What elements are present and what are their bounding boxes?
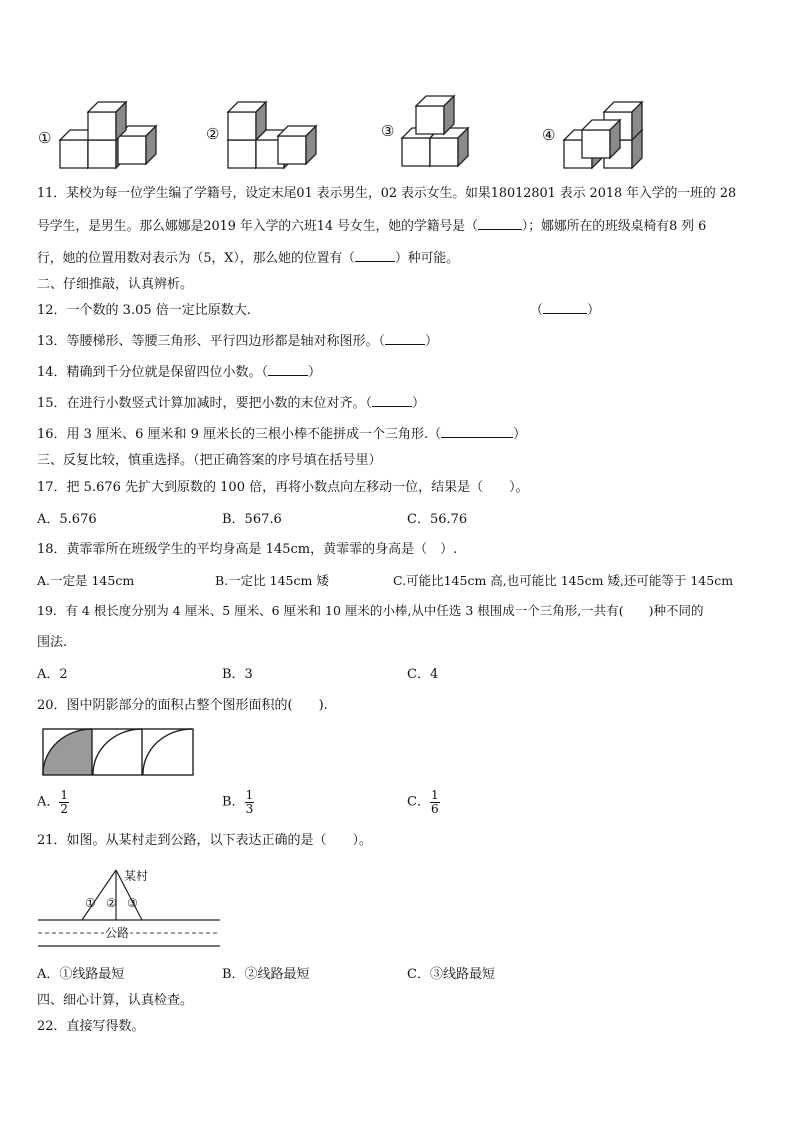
q15-answer-blank[interactable]: [372, 406, 412, 407]
q16-answer-blank[interactable]: [441, 437, 513, 438]
q11-line2-a: 号学生，是男生。那么娜娜是2019 年入学的六班14 号女生，她的学籍号是（: [37, 219, 478, 234]
q19-option-b[interactable]: B．3: [222, 667, 253, 682]
q21-route-3-label: ③: [127, 896, 138, 910]
q21-text: 21．如图。从某村走到公路，以下表达正确的是（ ）。: [37, 833, 373, 848]
q17-option-c[interactable]: C．56.76: [407, 512, 468, 527]
q11-line2: [37, 219, 706, 235]
q12-answer: （ ）: [530, 303, 601, 318]
q12-text: 12．一个数的 3.05 倍一定比原数大.: [37, 303, 251, 318]
q21-road-label: 公路: [105, 926, 130, 940]
q11-line1: 11．某校为每一位学生编了学籍号，设定末尾01 表示男生，02 表示女生。如果18012801 表示 2018 年入学的一班的 28: [37, 186, 737, 201]
q11-answer-blank-1[interactable]: [478, 229, 522, 230]
q20-option-b[interactable]: B． $\frac{1}{3}$: [222, 788, 254, 816]
q18-option-a[interactable]: A.一定是 145cm: [37, 573, 135, 588]
q19-option-a[interactable]: A．2: [37, 667, 68, 682]
section-4-heading: 四、细心计算，认真检查。: [37, 993, 194, 1008]
q20-figure-svg: [42, 728, 194, 776]
q11-line2-b: ）；娜娜所在的班级桌椅有8 列 6: [521, 219, 707, 234]
q15: 15．在进行小数竖式计算加减时，要把小数的末位对齐。（ ）: [37, 396, 426, 411]
cube-label-1: ①: [38, 129, 52, 147]
q21-option-b[interactable]: B．②线路最短: [222, 967, 310, 982]
cube-figure-4: [564, 102, 642, 168]
q14-answer-blank[interactable]: [268, 375, 308, 376]
cube-figures-svg: [30, 84, 770, 174]
cube-label-3: ③: [381, 122, 395, 140]
q11-line3-b: ）种可能。: [394, 251, 459, 266]
cube-label-2: ②: [206, 125, 220, 143]
q17-text: 17．把 5.676 先扩大到原数的 100 倍，再将小数点向左移动一位，结果是（ ）。: [37, 480, 529, 495]
q18-option-b[interactable]: B.一定比 145cm 矮: [215, 573, 329, 588]
q16: 16．用 3 厘米、6 厘米和 9 厘米长的三根小棒不能拼成一个三角形.（ ）: [37, 427, 527, 442]
cube-figure-3: [402, 96, 468, 166]
cube-label-4: ④: [542, 126, 556, 144]
section-3-heading: 三、反复比较，慎重选择。（把正确答案的序号填在括号里）: [37, 453, 382, 468]
q13: 13．等腰梯形、等腰三角形、平行四边形都是轴对称图形。（ ）: [37, 334, 439, 349]
q12-answer-blank[interactable]: [543, 313, 587, 314]
q18-text: 18．黄霏霏所在班级学生的平均身高是 145cm，黄霏霏的身高是（ ）.: [37, 542, 458, 557]
q11-line3-a: 行，她的位置用数对表示为（5，X），那么她的位置有（: [37, 251, 355, 266]
q17-option-a[interactable]: A．5.676: [37, 512, 97, 527]
q14: 14．精确到千分位就是保留四位小数。（ ）: [37, 365, 322, 380]
q20-option-c[interactable]: C． $\frac{1}{6}$: [407, 788, 439, 816]
q22-text: 22．直接写得数。: [37, 1019, 145, 1034]
q21-option-c[interactable]: C．③线路最短: [407, 967, 495, 982]
q19-line1: 19．有 4 根长度分别为 4 厘米、5 厘米、6 厘米和 10 厘米的小棒,从中任选 3 根围成一个三角形,一共有( )种不同的: [37, 603, 704, 618]
q21-village-label: 某村: [124, 869, 149, 883]
fraction-one-half: $\frac{1}{2}$: [60, 788, 69, 816]
q13-answer-blank[interactable]: [385, 344, 425, 345]
fraction-one-third: $\frac{1}{3}$: [245, 788, 254, 816]
q18-option-c[interactable]: C.可能比145cm 高,也可能比 145cm 矮,还可能等于 145cm: [393, 573, 734, 588]
q21-route-2-label: ②: [106, 896, 117, 910]
q17-option-b[interactable]: B．567.6: [222, 512, 282, 527]
q21-option-a[interactable]: A．①线路最短: [37, 967, 125, 982]
cube-figure-1: [60, 102, 156, 168]
q20-figure: [42, 728, 194, 776]
q20-text: 20．图中阴影部分的面积占整个图形面积的( ).: [37, 698, 328, 713]
q20-option-a[interactable]: A． $\frac{1}{2}$: [37, 788, 69, 816]
q11-answer-blank-2[interactable]: [355, 261, 395, 262]
fraction-one-sixth: $\frac{1}{6}$: [430, 788, 439, 816]
q11-line3: [37, 251, 459, 267]
q19-option-c[interactable]: C．4: [407, 667, 439, 682]
section-2-heading: 二、仔细推敲，认真辨析。: [37, 277, 194, 292]
cube-figure-2: [228, 102, 316, 168]
cube-figures: [30, 84, 770, 174]
q19-line2: 围法.: [37, 635, 68, 650]
q21-route-1-label: ①: [85, 896, 96, 910]
